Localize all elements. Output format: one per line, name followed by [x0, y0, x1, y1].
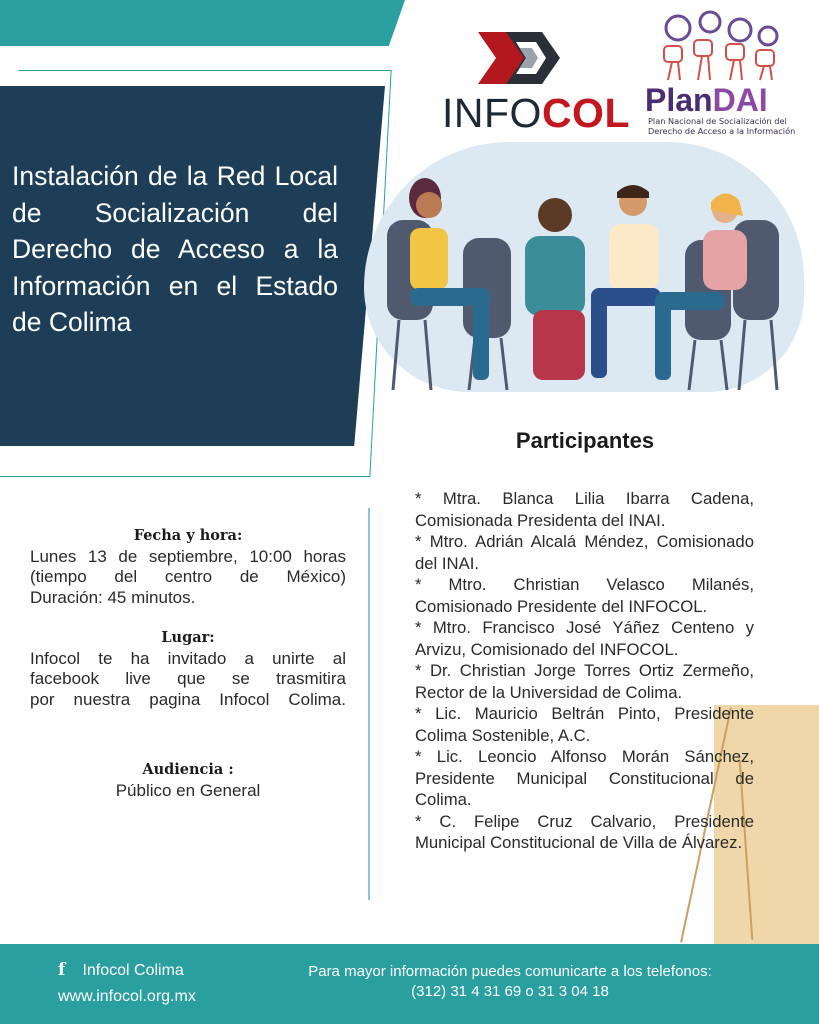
infocol-wordmark: INFOCOL: [442, 90, 630, 136]
participant-item: * Dr. Christian Jorge Torres Ortiz Zermeño, Rector de la Universidad de Colima.: [415, 661, 754, 702]
participant-item: * Mtro. Christian Velasco Milanés, Comisionado Presidente del INFOCOL.: [415, 575, 754, 616]
audience-label: Audiencia :: [142, 761, 234, 778]
infocol-logo: [440, 20, 630, 136]
raised-fists-icon: [640, 10, 812, 82]
contact-line: Para mayor información puedes comunicarte a los telefonos:: [308, 963, 712, 980]
participant-item: * Mtro. Francisco José Yáñez Centeno y Arvizu, Comisionado del INFOCOL.: [415, 618, 754, 659]
website-link[interactable]: www.infocol.org.mx: [58, 988, 196, 1005]
participants-list: [415, 488, 754, 854]
top-teal-band: [0, 0, 405, 46]
facebook-link[interactable]: [58, 960, 184, 980]
plandai-wordmark: PlanDAI: [645, 82, 768, 118]
participant-item: * Lic. Mauricio Beltrán Pinto, Presidente Colima Sostenible, A.C.: [415, 704, 754, 745]
column-divider: [368, 508, 370, 900]
plandai-subtitle: Plan Nacional de Socialización del Derecho de Acceso a la Información: [648, 116, 796, 136]
participant-item: * Lic. Leoncio Alfonso Morán Sánchez, Presidente Municipal Constitucional de Colima.: [415, 747, 754, 809]
place-line: Infocol te ha invitado a unirte al: [30, 648, 346, 668]
contact-info: [280, 962, 740, 1002]
facebook-label: Infocol Colima: [82, 962, 184, 979]
participant-item: * Mtro. Adrián Alcalá Méndez, Comisionado del INAI.: [415, 532, 754, 573]
place-line: facebook live que se trasmitira: [30, 669, 346, 688]
date-line: (tiempo del centro de México): [30, 567, 346, 586]
participant-item: * Mtra. Blanca Lilia Ibarra Cadena, Comisionada Presidenta del INAI.: [415, 489, 754, 530]
infocol-arrows-icon: [440, 20, 610, 90]
plandai-logo: [640, 10, 812, 138]
duration-line: Duración: 45 minutos.: [30, 587, 196, 607]
place-label: Lugar:: [161, 629, 215, 646]
event-details: [30, 526, 346, 801]
place-line: por nuestra pagina Infocol Colima.: [30, 689, 346, 709]
phone-numbers: (312) 31 4 31 69 o 31 3 04 18: [411, 983, 609, 1000]
audience-value: Público en General: [115, 780, 261, 800]
people-meeting-illustration: [365, 150, 805, 395]
event-title: Instalación de la Red Local de Socialización del Derecho de Acceso a la Información en el Estado de Colima: [12, 161, 338, 337]
participant-item: * C. Felipe Cruz Calvario, Presidente Municipal Constitucional de Villa de Álvarez.: [415, 811, 754, 852]
facebook-icon: f: [58, 960, 66, 980]
date-line: Lunes 13 de septiembre, 10:00 horas: [30, 546, 346, 566]
participants-heading: Participantes: [515, 428, 655, 453]
date-label: Fecha y hora:: [133, 527, 243, 544]
